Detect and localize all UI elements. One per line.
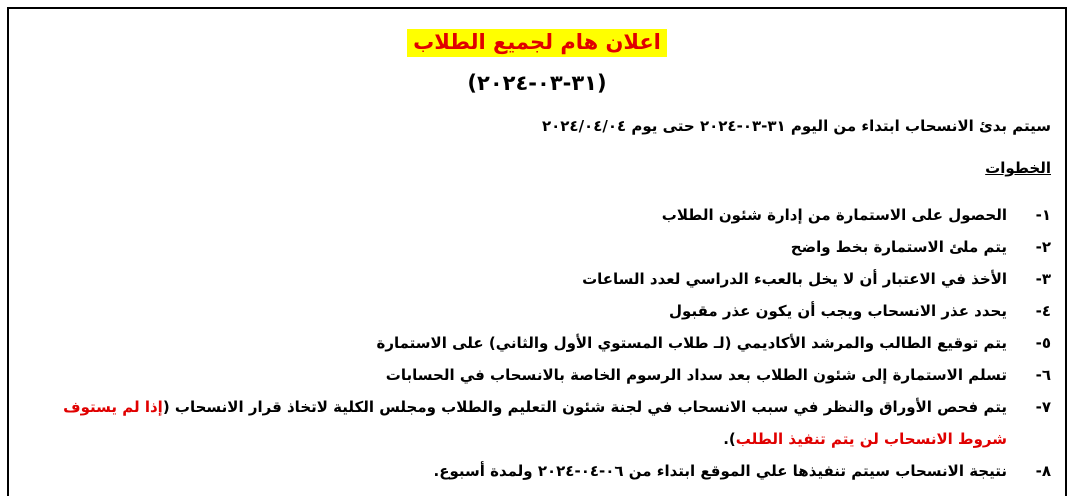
step-number: ١- <box>1035 206 1051 224</box>
step-text: الحصول على الاستمارة من إدارة شئون الطلاب <box>661 206 1007 224</box>
steps-heading: الخطوات <box>985 159 1051 177</box>
step-text: الأخذ في الاعتبار أن لا يخل بالعبء الدراسي لعدد الساعات <box>582 270 1007 288</box>
announcement-date: (٣١-٠٣-٢٠٢٤) <box>467 71 607 95</box>
step-text: تسلم الاستمارة إلى شئون الطلاب بعد سداد الرسوم الخاصة بالانسحاب في الحسابات <box>385 366 1007 384</box>
step-text: نتيجة الانسحاب سيتم تنفيذها علي الموقع ابتداء من ٠٦-٠٤-٢٠٢٤ ولمدة أسبوع. <box>433 462 1007 480</box>
steps-list <box>21 199 1051 487</box>
step-text: يتم توقيع الطالب والمرشد الأكاديمي (لـ طلاب المستوي الأول والثاني) على الاستمارة <box>376 334 1007 352</box>
step-item-4 <box>21 295 1051 327</box>
document-page <box>7 7 1067 496</box>
step-item-7 <box>21 391 1051 455</box>
step-number: ٥- <box>1035 334 1051 352</box>
step-text: يتم ملئ الاستمارة بخط واضح <box>790 238 1007 256</box>
step-text: يحدد عذر الانسحاب ويجب أن يكون عذر مقبول <box>669 302 1007 320</box>
step-number: ٨- <box>1035 462 1051 480</box>
step-item-3 <box>21 263 1051 295</box>
step-number: ٦- <box>1035 366 1051 384</box>
announcement-title: اعلان هام لجميع الطلاب <box>407 29 667 57</box>
step-item-2 <box>21 231 1051 263</box>
title-container <box>9 29 1065 57</box>
step-item-8 <box>21 455 1051 487</box>
step-item-6 <box>21 359 1051 391</box>
intro-text: سيتم بدئ الانسحاب ابتداء من اليوم ٣١-٠٣-٢٠٢٤ حتى يوم ٢٠٢٤/٠٤/٠٤ <box>541 117 1051 135</box>
step-number: ٤- <box>1035 302 1051 320</box>
step-text: يتم فحص الأوراق والنظر في سبب الانسحاب في لجنة شئون التعليم والطلاب ومجلس الكلية لاتخاذ قرار الانسحاب ( <box>162 398 1007 416</box>
step-number: ٧- <box>1035 398 1051 416</box>
step-number: ٣- <box>1035 270 1051 288</box>
step-text-tail: ). <box>723 430 736 448</box>
step-number: ٢- <box>1035 238 1051 256</box>
step-item-1 <box>21 199 1051 231</box>
step-item-5 <box>21 327 1051 359</box>
warning-text: إذا لم يستوف شروط الانسحاب لن يتم تنفيذ الطلب <box>63 398 1007 448</box>
